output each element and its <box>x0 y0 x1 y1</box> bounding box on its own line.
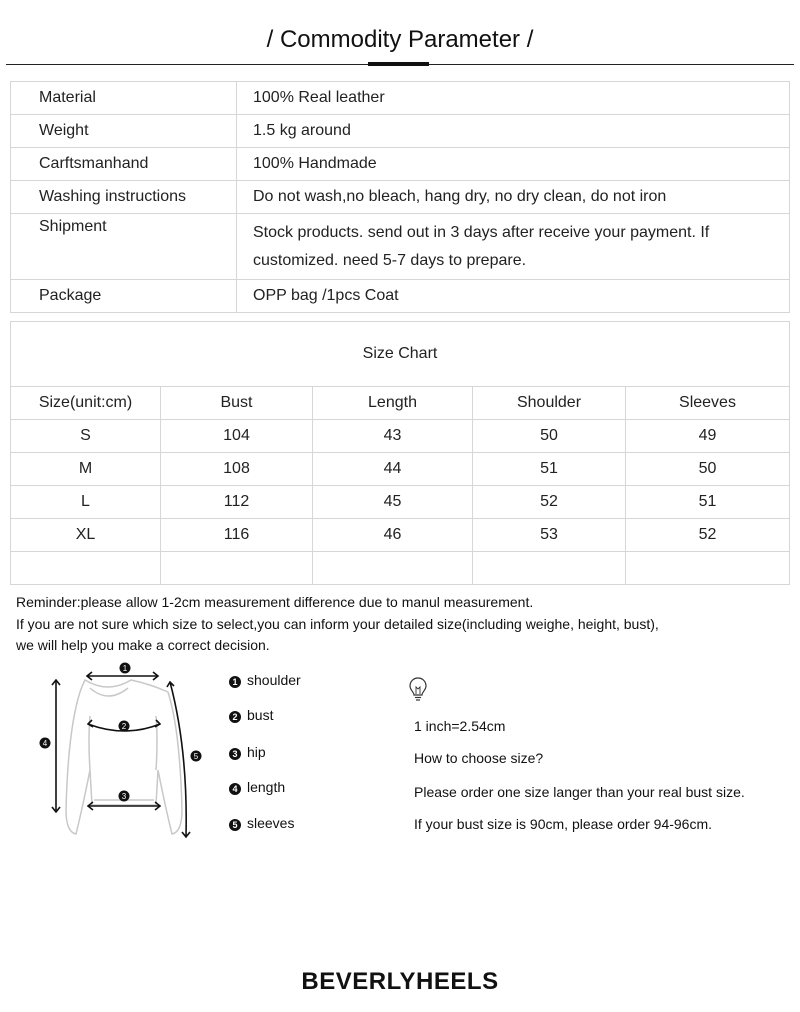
sleeves-cell: 51 <box>626 486 790 519</box>
shoulder-cell: 50 <box>473 420 626 453</box>
svg-text:5: 5 <box>193 752 199 761</box>
legend-item-hip <box>229 744 266 760</box>
reminder-line: we will help you make a correct decision. <box>16 637 270 653</box>
shoulder-cell: 52 <box>473 486 626 519</box>
table-row <box>11 420 790 453</box>
empty-cell <box>313 552 473 585</box>
measurement-reminder <box>16 592 659 657</box>
param-key: Washing instructions <box>11 181 237 214</box>
size-chart-title: Size Chart <box>11 322 790 387</box>
page-title: / Commodity Parameter / <box>266 26 534 53</box>
param-key: Package <box>11 280 237 313</box>
marker-5 <box>191 751 202 762</box>
column-header: Sleeves <box>626 387 790 420</box>
empty-cell <box>161 552 313 585</box>
svg-text:1: 1 <box>122 664 128 673</box>
column-header: Shoulder <box>473 387 626 420</box>
column-header: Length <box>313 387 473 420</box>
legend-label: sleeves <box>247 815 295 831</box>
legend-label: hip <box>247 744 266 760</box>
reminder-line: Reminder:please allow 1-2cm measurement difference due to manul measurement. <box>16 594 534 610</box>
param-value: Stock products. send out in 3 days after receive your payment. If customized. need 5-7 days to prepare. <box>237 214 790 280</box>
page-header <box>0 0 800 70</box>
column-header: Size(unit:cm) <box>11 387 161 420</box>
tip-example: If your bust size is 90cm, please order 94-96cm. <box>414 816 713 832</box>
table-row <box>11 486 790 519</box>
length-cell: 43 <box>313 420 473 453</box>
table-row <box>11 453 790 486</box>
empty-cell <box>626 552 790 585</box>
legend-item-sleeves <box>229 815 294 831</box>
size-cell: L <box>11 486 161 519</box>
marker-1 <box>120 663 131 674</box>
length-cell: 44 <box>313 453 473 486</box>
length-cell: 46 <box>313 519 473 552</box>
svg-text:2: 2 <box>121 722 127 731</box>
sleeves-cell: 50 <box>626 453 790 486</box>
param-value: 100% Handmade <box>237 148 790 181</box>
param-row-package <box>11 280 790 313</box>
legend-label: bust <box>247 707 274 723</box>
shoulder-cell: 51 <box>473 453 626 486</box>
svg-text:4: 4 <box>42 739 48 748</box>
size-chart-table <box>10 321 790 585</box>
param-key: Weight <box>11 115 237 148</box>
bust-cell: 112 <box>161 486 313 519</box>
size-chart-header-row <box>11 387 790 420</box>
marker-3 <box>119 791 130 802</box>
legend-item-shoulder <box>229 672 301 688</box>
table-row <box>11 519 790 552</box>
number-badge-icon: 2 <box>229 711 241 723</box>
param-row-craftsmanship <box>11 148 790 181</box>
legend-label: length <box>247 779 286 795</box>
legend-label: shoulder <box>247 672 301 688</box>
size-chart-caption-row <box>11 322 790 387</box>
bust-cell: 116 <box>161 519 313 552</box>
param-row-weight <box>11 115 790 148</box>
lightbulb-icon <box>408 676 428 702</box>
param-value: 100% Real leather <box>237 82 790 115</box>
number-badge-icon: 1 <box>229 676 241 688</box>
legend-item-length <box>229 779 285 795</box>
param-value: 1.5 kg around <box>237 115 790 148</box>
marker-4 <box>40 738 51 749</box>
empty-table-row <box>11 552 790 585</box>
param-row-washing <box>11 181 790 214</box>
param-value: Do not wash,no bleach, hang dry, no dry clean, do not iron <box>237 181 790 214</box>
tip-inch-conversion: 1 inch=2.54cm <box>414 718 506 734</box>
header-accent-bar <box>368 62 429 66</box>
bust-cell: 108 <box>161 453 313 486</box>
size-cell: XL <box>11 519 161 552</box>
column-header: Bust <box>161 387 313 420</box>
param-row-material <box>11 82 790 115</box>
brand-logo-text: BEVERLYHEELS <box>301 968 499 995</box>
length-cell: 45 <box>313 486 473 519</box>
sleeves-cell: 52 <box>626 519 790 552</box>
param-value: OPP bag /1pcs Coat <box>237 280 790 313</box>
legend-item-bust <box>229 707 273 723</box>
marker-2 <box>119 721 130 732</box>
number-badge-icon: 3 <box>229 748 241 760</box>
param-key: Material <box>11 82 237 115</box>
param-key: Shipment <box>11 214 237 280</box>
garment-measurement-diagram <box>30 660 220 840</box>
commodity-parameter-table <box>10 81 790 313</box>
empty-cell <box>11 552 161 585</box>
reminder-line: If you are not sure which size to select,you can inform your detailed size(including weighe, height, bust), <box>16 615 659 632</box>
sleeves-cell: 49 <box>626 420 790 453</box>
sweater-outline-icon <box>66 680 182 834</box>
empty-cell <box>473 552 626 585</box>
bust-cell: 104 <box>161 420 313 453</box>
param-row-shipment <box>11 214 790 280</box>
size-cell: S <box>11 420 161 453</box>
size-cell: M <box>11 453 161 486</box>
number-badge-icon: 5 <box>229 819 241 831</box>
svg-text:3: 3 <box>121 792 127 801</box>
param-key: Carftsmanhand <box>11 148 237 181</box>
shoulder-cell: 53 <box>473 519 626 552</box>
tip-question: How to choose size? <box>414 750 544 766</box>
number-badge-icon: 4 <box>229 783 241 795</box>
tip-advice: Please order one size langer than your real bust size. <box>414 784 745 800</box>
